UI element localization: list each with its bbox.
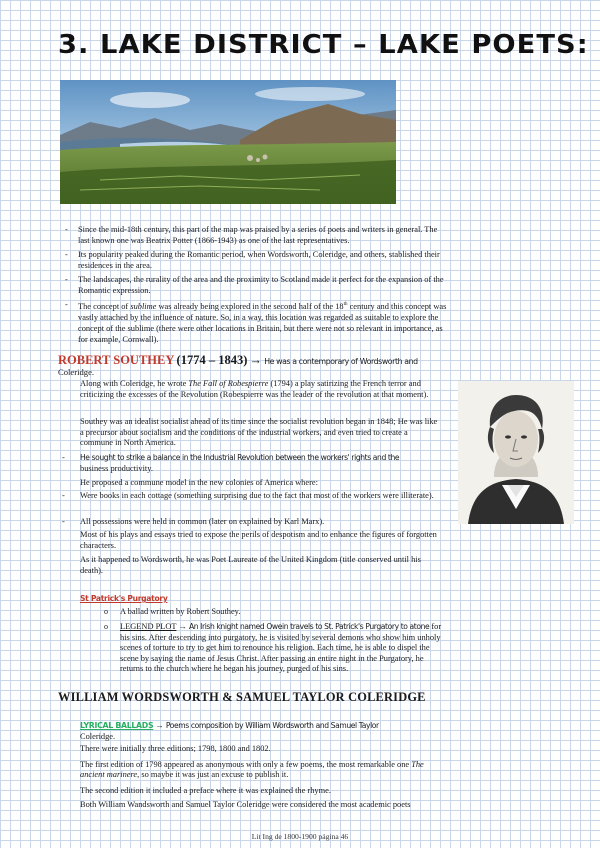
southey-p1: Along with Coleridge, he wrote The Fall of Robespierre (1794) a play satirizing the French terror and criticizing the excesses of the Revolution (Robespierre was the leader of the revolution at that moment). <box>80 379 429 399</box>
lyrical-ballads-title: LYRICAL BALLADS <box>80 721 154 730</box>
southey-name: ROBERT SOUTHEY <box>58 353 175 367</box>
purgatory-item-legend: o LEGEND PLOT → An Irish knight named Owein travels to St. Patrick's Purgatory to atone for his sins. After descending into purgatory, he is visited by several demons who show him unholy scenes of torture to try to get him to renounce his religion. Each time, he is able to dispel the scene by saying the name of Jesus Christ. After passing an entire night in the Purgatory, he returns to the church where he began his journey, purged of his sins. <box>104 622 442 673</box>
page-footer: Lit Ing de 1800-1900 página 46 <box>251 832 349 841</box>
lake-district-photo <box>60 80 396 204</box>
southey-p2: Southey was an idealist socialist ahead of its time since the socialist revolution began in 1848; He was like a precursor about socialism and the conditions of the industrial workers, and even tried to create a commune in North America. <box>80 417 438 447</box>
intro-item: - Its popularity peaked during the Romantic period, when Wordsworth, Coleridge, and others, stablished their residences in the area. <box>58 249 450 271</box>
southey-books: - Were books in each cottage (something surprising due to the fact that most of the workers were illiterate). <box>58 491 442 502</box>
intro-item: - Since the mid-18th century, this part of the map was praised by a series of poets and writers in general. The last known one was Beatrix Potter (1866-1943) as one of the last representatives. <box>58 224 450 246</box>
southey-balance: - He sought to strike a balance in the Industrial Revolution between the workers' rights and the business productivity. <box>58 453 442 474</box>
southey-years: (1774 – 1843) <box>176 353 248 367</box>
southey-laureate: As it happened to Wordsworth, he was Poet Laureate of the United Kingdom (title conserved until his death). <box>80 555 421 575</box>
intro-list <box>58 224 450 348</box>
southey-heading: ROBERT SOUTHEY (1774 – 1843) → He was a contemporary of Wordsworth and Coleridge. <box>58 353 418 377</box>
circle-bullet-icon: o <box>104 607 108 616</box>
intro-item-sublime: - The concept of sublime was already being explored in the second half of the 18th century and this concept was vastly attached by the influence of nature. So, in a way, this location was regarded as suitable to explore the concept of the sublime (there were other locations in Britain, but there were not so relevant in importance, as for example, Cornwall). <box>58 299 450 345</box>
southey-possessions: - All possessions were held in common (later on explained by Karl Marx). <box>58 517 442 528</box>
purgatory-title: St Patrick's Purgatory <box>80 594 168 603</box>
lyrical-ballads-block: LYRICAL BALLADS → Poems composition by William Wordsworth and Samuel Taylor Coleridge. There were initially three editions; 1798, 1800 and 1802. The first edition of 1798 appeared as anonymous with only a few poems, the most remarkable one The ancient marinere, so maybe it was just an excuse to publish it. The second edition it included a preface where it was explained the rhyme. Both William Wandsworth and Samuel Taylor Coleridge were considered the most academic poets <box>80 721 424 809</box>
southey-desc: He was a contemporary of Wordsworth and <box>264 357 418 366</box>
page-title: 3. LAKE DISTRICT – LAKE POETS: <box>58 30 589 60</box>
circle-bullet-icon: o <box>104 622 108 631</box>
southey-plays: Most of his plays and essays tried to expose the perils of despotism and to enhance the figures of forgotten characters. <box>80 530 437 550</box>
southey-commune: He proposed a commune model in the new colonies of America where: <box>80 478 318 487</box>
purgatory-item-1: o A ballad written by Robert Southey. <box>104 607 241 616</box>
southey-portrait <box>458 381 574 524</box>
section-heading: WILLIAM WORDSWORTH & SAMUEL TAYLOR COLERIDGE <box>58 690 426 704</box>
intro-item: - The landscapes, the rurality of the area and the proximity to Scotland made it perfect for the expansion of the Romantic expression. <box>58 274 450 296</box>
